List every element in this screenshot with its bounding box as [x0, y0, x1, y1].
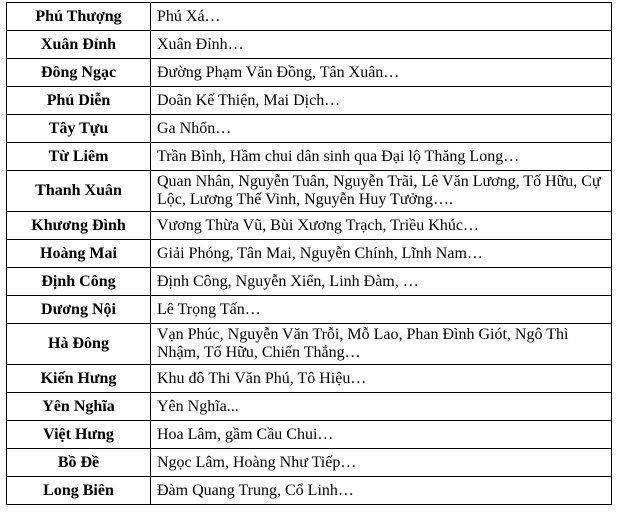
- streets-cell: Hoa Lâm, gầm Cầu Chui…: [151, 421, 612, 449]
- ward-name-cell: Dương Nội: [7, 296, 151, 324]
- table-row: [7, 3, 612, 31]
- table-row: [7, 240, 612, 268]
- streets-cell: Ga Nhổn…: [151, 115, 612, 143]
- ward-name-cell: Xuân Đỉnh: [7, 31, 151, 59]
- table-row: [7, 115, 612, 143]
- streets-cell: Quan Nhân, Nguyễn Tuân, Nguyễn Trãi, Lê Văn Lương, Tố Hữu, Cự Lộc, Lương Thế Vinh, Nguyễn Huy Tưởng….: [151, 171, 612, 212]
- ward-name-cell: Từ Liêm: [7, 143, 151, 171]
- ward-name-cell: Long Biên: [7, 477, 151, 505]
- ward-name-cell: Hoàng Mai: [7, 240, 151, 268]
- ward-name-cell: Hà Đông: [7, 324, 151, 365]
- ward-name-cell: Đông Ngạc: [7, 59, 151, 87]
- ward-name-cell: Kiến Hưng: [7, 365, 151, 393]
- table-row: [7, 59, 612, 87]
- table-row: [7, 421, 612, 449]
- ward-name-cell: Yên Nghĩa: [7, 393, 151, 421]
- streets-cell: Đàm Quang Trung, Cổ Linh…: [151, 477, 612, 505]
- streets-cell: Phú Xá…: [151, 3, 612, 31]
- streets-cell: Định Công, Nguyễn Xiển, Linh Đàm, …: [151, 268, 612, 296]
- table-row: [7, 477, 612, 505]
- streets-cell: Khu đô Thi Văn Phú, Tô Hiệu…: [151, 365, 612, 393]
- ward-name-cell: Bồ Đề: [7, 449, 151, 477]
- ward-name-cell: Phú Thượng: [7, 3, 151, 31]
- table-row: [7, 31, 612, 59]
- table-row: [7, 87, 612, 115]
- streets-cell: Yên Nghĩa...: [151, 393, 612, 421]
- ward-name-cell: Thanh Xuân: [7, 171, 151, 212]
- streets-cell: Vương Thừa Vũ, Bùi Xương Trạch, Triều Khúc…: [151, 212, 612, 240]
- ward-name-cell: Định Công: [7, 268, 151, 296]
- streets-cell: Đường Phạm Văn Đồng, Tân Xuân…: [151, 59, 612, 87]
- streets-cell: Xuân Đỉnh…: [151, 31, 612, 59]
- table-row: [7, 296, 612, 324]
- table-row: [7, 449, 612, 477]
- ward-name-cell: Việt Hưng: [7, 421, 151, 449]
- streets-cell: Giải Phóng, Tân Mai, Nguyễn Chính, Lĩnh Nam…: [151, 240, 612, 268]
- table-row: [7, 393, 612, 421]
- flood-streets-table: [6, 2, 612, 505]
- streets-cell: Doãn Kế Thiện, Mai Dịch…: [151, 87, 612, 115]
- streets-cell: Trần Bình, Hầm chui dân sinh qua Đại lộ Thăng Long…: [151, 143, 612, 171]
- table-row: [7, 324, 612, 365]
- ward-name-cell: Tây Tựu: [7, 115, 151, 143]
- streets-cell: Ngọc Lâm, Hoàng Như Tiếp…: [151, 449, 612, 477]
- table-row: [7, 171, 612, 212]
- table-row: [7, 143, 612, 171]
- table-row: [7, 212, 612, 240]
- ward-name-cell: Phú Diễn: [7, 87, 151, 115]
- ward-name-cell: Khương Đình: [7, 212, 151, 240]
- table-body: [7, 3, 612, 505]
- table-row: [7, 365, 612, 393]
- streets-cell: Lê Trọng Tấn…: [151, 296, 612, 324]
- streets-cell: Vạn Phúc, Nguyễn Văn Trỗi, Mỗ Lao, Phan Đình Giót, Ngô Thì Nhậm, Tố Hữu, Chiến Thắng…: [151, 324, 612, 365]
- table-row: [7, 268, 612, 296]
